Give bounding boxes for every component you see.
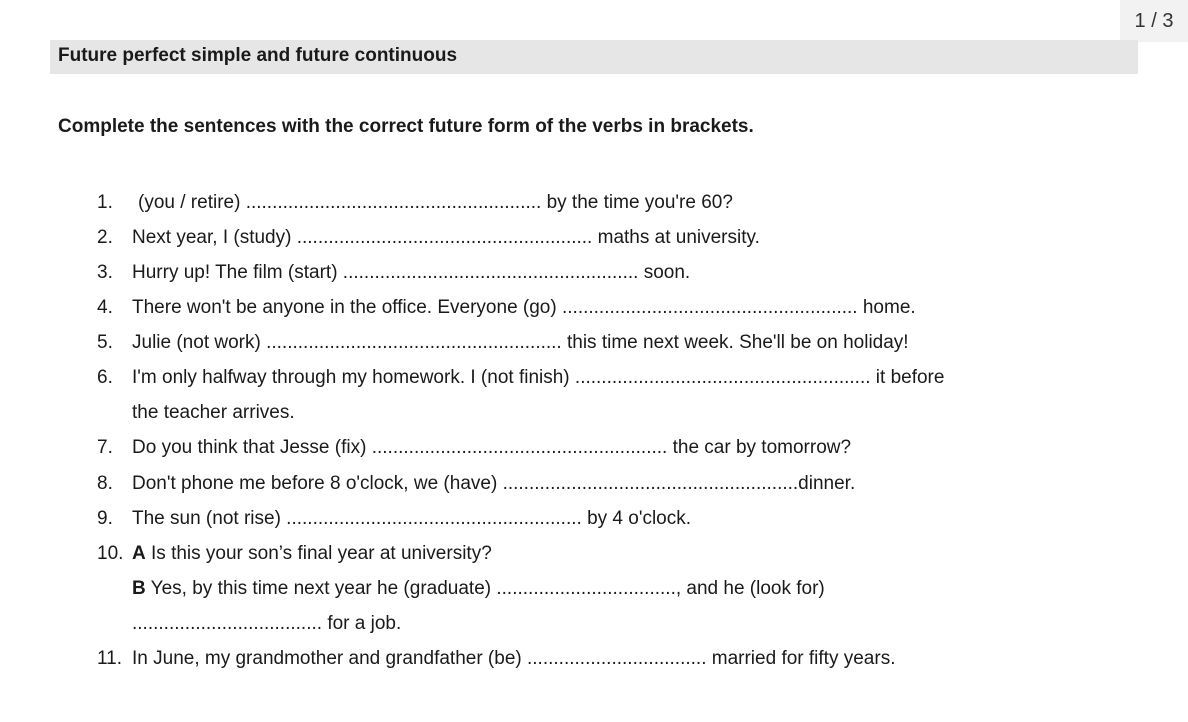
speaker-a-label: A (132, 543, 146, 564)
item-text: Julie (not work) ........................................................ this time next week. She'll be on holiday! (132, 332, 909, 353)
item-number: 2. (97, 227, 113, 248)
speaker-b-label: B (132, 578, 146, 599)
item-text: Don't phone me before 8 o'clock, we (have) ........................................................dinner. (132, 473, 856, 494)
item-number: 11. (97, 648, 123, 669)
item-number: 8. (97, 473, 113, 494)
item-text: The sun (not rise) ........................................................ by 4 o'clock. (132, 508, 692, 529)
item-number: 3. (97, 262, 113, 283)
item-text (132, 578, 825, 600)
item-number: 5. (97, 332, 113, 353)
item-number: 6. (97, 367, 113, 388)
item-text: the teacher arrives. (132, 402, 295, 423)
item-text: In June, my grandmother and grandfather (be) .................................. married for fifty years. (132, 648, 896, 669)
item-text: Hurry up! The film (start) ........................................................ soon. (132, 262, 691, 283)
item-text: There won't be anyone in the office. Everyone (go) ........................................................ home. (132, 297, 916, 318)
item-text: I'm only halfway through my homework. I (not finish) ........................................................ it before (132, 367, 945, 388)
item-text: (you / retire) ........................................................ by the time you're 60? (138, 192, 733, 213)
item-number: 1. (97, 192, 113, 213)
title-bar (50, 40, 1138, 74)
item-number: 10. (97, 543, 124, 564)
item-number: 9. (97, 508, 113, 529)
worksheet-title: Future perfect simple and future continuous (58, 45, 458, 66)
item-text: Do you think that Jesse (fix) ........................................................ the car by tomorrow? (132, 437, 852, 458)
item-text (132, 543, 492, 565)
item-text: Next year, I (study) ........................................................ maths at university. (132, 227, 760, 248)
item-number: 4. (97, 297, 113, 318)
speaker-b-text: Yes, by this time next year he (graduate) .................................., and he (look for) (145, 578, 825, 599)
page-counter: 1 / 3 (1120, 0, 1188, 42)
instruction: Complete the sentences with the correct future form of the verbs in brackets. (58, 116, 754, 137)
speaker-a-text: Is this your son’s final year at university? (145, 543, 492, 564)
item-number: 7. (97, 437, 113, 458)
item-text: .................................... for a job. (132, 613, 402, 634)
